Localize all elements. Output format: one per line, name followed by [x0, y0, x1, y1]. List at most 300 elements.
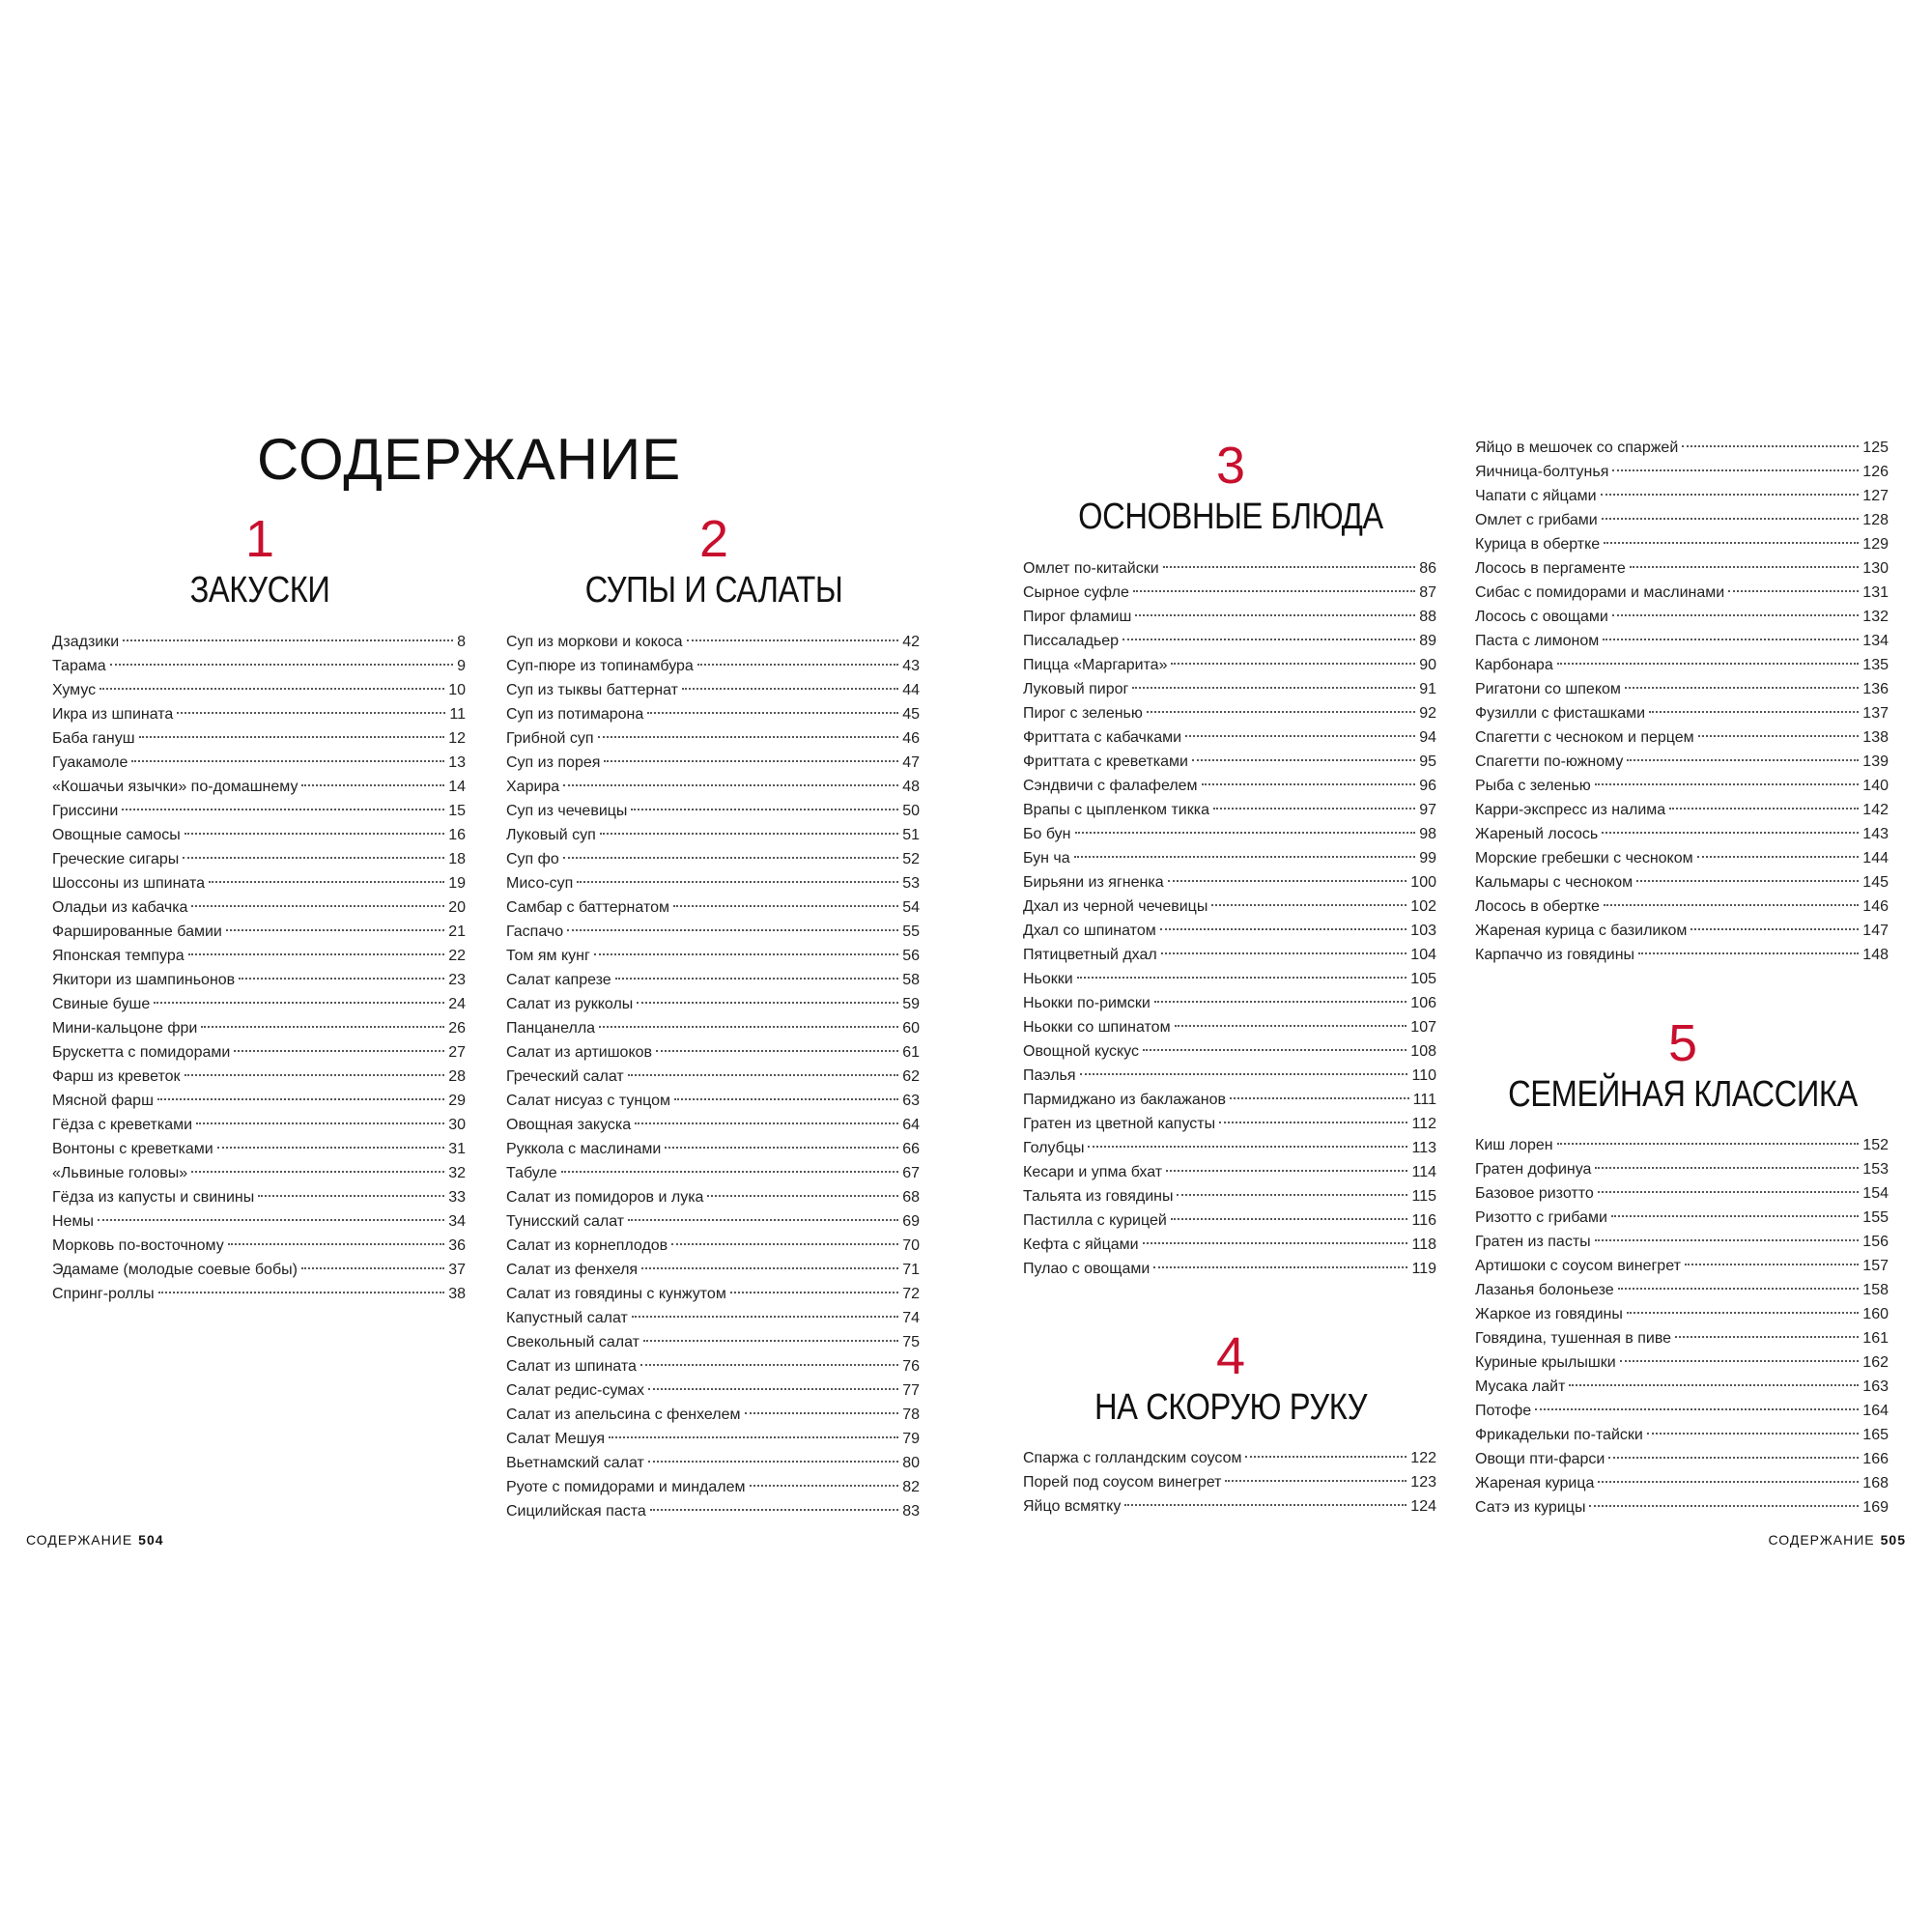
page-number: 505 [1880, 1532, 1906, 1548]
dot-leader [1154, 1001, 1406, 1003]
toc-entry-page: 48 [902, 779, 920, 795]
toc-entry-page: 165 [1862, 1427, 1889, 1443]
dot-leader [687, 639, 899, 641]
toc-entry-page: 69 [902, 1213, 920, 1230]
dot-leader [1647, 1433, 1859, 1435]
dot-leader [1160, 928, 1407, 930]
toc-entry-page: 164 [1862, 1403, 1889, 1419]
toc-entry-page: 166 [1862, 1451, 1889, 1467]
dot-leader [1690, 928, 1859, 930]
toc-entry-label: Салат из рукколы [506, 996, 634, 1012]
dot-leader [258, 1195, 444, 1197]
dot-leader [671, 1243, 898, 1245]
dot-leader [1627, 1312, 1859, 1314]
toc-entry-page: 118 [1411, 1236, 1436, 1253]
toc-entry [52, 1016, 466, 1040]
toc-entry [1023, 1160, 1436, 1184]
toc-entry [1023, 750, 1436, 774]
footer-left [26, 1532, 164, 1548]
toc-entry-page: 42 [902, 634, 920, 650]
dot-leader [1685, 1264, 1859, 1265]
section-title: ОСНОВНЫЕ БЛЮДА [1078, 497, 1383, 537]
toc-entry [506, 726, 920, 751]
toc-entry-label: Том ям кунг [506, 948, 590, 964]
toc-entry-page: 129 [1862, 536, 1889, 553]
dot-leader [301, 784, 444, 786]
toc-entry [506, 1306, 920, 1330]
toc-entry-page: 142 [1862, 802, 1889, 818]
toc-entry-page: 156 [1862, 1234, 1889, 1250]
dot-leader [1202, 783, 1416, 785]
dot-leader [648, 1388, 898, 1390]
toc-entry-label: Свиные буше [52, 996, 151, 1012]
dot-leader [656, 1050, 898, 1052]
toc-entry-label: Жареный лосось [1475, 826, 1599, 842]
toc-entry-label: Паста с лимоном [1475, 633, 1600, 649]
toc-entry-page: 112 [1411, 1116, 1436, 1132]
toc-entry-label: Салат из фенхеля [506, 1262, 639, 1278]
toc-entry-label: Спагетти по-южному [1475, 753, 1624, 770]
toc-entry-page: 169 [1862, 1499, 1889, 1516]
dot-leader [183, 857, 444, 859]
toc-entry-label: Гратен из пасты [1475, 1234, 1591, 1250]
toc-entry [52, 751, 466, 775]
toc-entry [506, 799, 920, 823]
toc-entry-label: Пирог фламиш [1023, 609, 1132, 625]
toc-entry [1023, 1184, 1436, 1208]
toc-entry-page: 136 [1862, 681, 1889, 697]
toc-entry [1023, 1257, 1436, 1281]
toc-entry-page: 137 [1862, 705, 1889, 722]
dot-leader [226, 929, 444, 931]
toc-entry-page: 58 [902, 972, 920, 988]
toc-entry [506, 1282, 920, 1306]
toc-entry [52, 654, 466, 678]
toc-entry [1023, 1112, 1436, 1136]
toc-list-section-1 [52, 630, 466, 1306]
dot-leader [1598, 1191, 1860, 1193]
dot-leader [185, 1074, 445, 1076]
dot-leader [1589, 1505, 1859, 1507]
toc-entry [506, 1475, 920, 1499]
toc-entry [1475, 701, 1889, 725]
toc-entry-page: 92 [1419, 705, 1436, 722]
toc-entry [52, 1065, 466, 1089]
toc-entry [1023, 1064, 1436, 1088]
dot-leader [1161, 952, 1407, 954]
toc-entry-label: Ньокки [1023, 971, 1073, 987]
toc-entry [1023, 1494, 1436, 1519]
dot-leader [234, 1050, 444, 1052]
toc-entry [1475, 1375, 1889, 1399]
dot-leader [1143, 1049, 1406, 1051]
toc-entry-label: Гаспачо [506, 923, 564, 940]
dot-leader [1612, 614, 1859, 616]
dot-leader [641, 1267, 898, 1269]
toc-entry [506, 1209, 920, 1234]
toc-entry-label: Икра из шпината [52, 706, 174, 723]
toc-entry-page: 11 [449, 706, 466, 723]
toc-entry-page: 107 [1410, 1019, 1436, 1036]
toc-entry-label: Овощные самосы [52, 827, 181, 843]
toc-entry-label: Мисо-суп [506, 875, 574, 892]
toc-entry-label: Суп-пюре из топинамбура [506, 658, 694, 674]
toc-entry-label: Гуакамоле [52, 754, 128, 771]
toc-entry [506, 751, 920, 775]
toc-list-section-5 [1475, 1133, 1889, 1520]
toc-entry [1475, 943, 1889, 967]
toc-entry [1023, 895, 1436, 919]
toc-entry [506, 1137, 920, 1161]
dot-leader [648, 1461, 898, 1463]
dot-leader [110, 664, 453, 666]
toc-entry-page: 74 [902, 1310, 920, 1326]
toc-entry-label: Фриттата с креветками [1023, 753, 1188, 770]
toc-entry [1475, 1399, 1889, 1423]
dot-leader [1636, 880, 1859, 882]
dot-leader [577, 881, 898, 883]
toc-entry [1475, 653, 1889, 677]
toc-entry-page: 63 [902, 1093, 920, 1109]
dot-leader [1602, 518, 1860, 520]
section-number: 1 [244, 510, 275, 568]
toc-entry [1475, 484, 1889, 508]
toc-entry [52, 1258, 466, 1282]
toc-entry-page: 29 [448, 1093, 466, 1109]
dot-leader [157, 1098, 444, 1100]
toc-entry-page: 88 [1419, 609, 1436, 625]
toc-entry-label: Суп фо [506, 851, 559, 867]
toc-entry [1475, 556, 1889, 581]
toc-entry-label: Фарш из креветок [52, 1068, 181, 1085]
footer-label: СОДЕРЖАНИЕ [1768, 1532, 1875, 1548]
dot-leader [665, 1147, 898, 1149]
toc-entry [1475, 774, 1889, 798]
dot-leader [674, 1098, 898, 1100]
toc-entry-label: Тарама [52, 658, 106, 674]
toc-entry-page: 33 [448, 1189, 466, 1206]
toc-entry-page: 67 [902, 1165, 920, 1181]
dot-leader [99, 688, 444, 690]
toc-entry-label: Курица в обертке [1475, 536, 1601, 553]
toc-entry-page: 82 [902, 1479, 920, 1495]
toc-entry-label: Гратен дофинуа [1475, 1161, 1592, 1178]
toc-entry [52, 678, 466, 702]
dot-leader [139, 736, 445, 738]
toc-entry [52, 1282, 466, 1306]
dot-leader [1557, 1143, 1860, 1145]
dot-leader [1163, 566, 1416, 568]
toc-entry-label: Кефта с яйцами [1023, 1236, 1139, 1253]
dot-leader [1569, 1384, 1859, 1386]
toc-entry-page: 47 [902, 754, 920, 771]
footer-label: СОДЕРЖАНИЕ [26, 1532, 133, 1548]
toc-entry-page: 114 [1411, 1164, 1436, 1180]
toc-entry [506, 1234, 920, 1258]
toc-entry-label: Овощи пти-фарси [1475, 1451, 1605, 1467]
toc-entry-page: 38 [448, 1286, 466, 1302]
dot-leader [750, 1485, 899, 1487]
toc-entry-label: Фрикадельки по-тайски [1475, 1427, 1643, 1443]
toc-entry-label: Сицилийская паста [506, 1503, 646, 1520]
toc-entry [52, 726, 466, 751]
section-number: 5 [1667, 1014, 1698, 1072]
toc-entry [1475, 436, 1889, 460]
toc-entry [52, 944, 466, 968]
toc-entry [1023, 556, 1436, 581]
toc-entry-page: 128 [1862, 512, 1889, 528]
toc-entry [1475, 822, 1889, 846]
toc-entry [1475, 895, 1889, 919]
toc-entry-label: Жареная курица с базиликом [1475, 923, 1688, 939]
toc-entry-page: 14 [448, 779, 466, 795]
toc-entry-label: Ньокки со шпинатом [1023, 1019, 1171, 1036]
toc-entry [506, 920, 920, 944]
dot-leader [1604, 904, 1859, 906]
toc-entry-page: 44 [902, 682, 920, 698]
toc-entry-page: 160 [1862, 1306, 1889, 1322]
toc-entry-label: Пармиджано из баклажанов [1023, 1092, 1227, 1108]
toc-entry-page: 68 [902, 1189, 920, 1206]
toc-entry [1023, 653, 1436, 677]
toc-entry [52, 630, 466, 654]
toc-entry-label: Карри-экспресс из налима [1475, 802, 1666, 818]
toc-entry [1023, 1088, 1436, 1112]
dot-leader [1143, 1242, 1408, 1244]
toc-entry [506, 1089, 920, 1113]
dot-leader [228, 1243, 444, 1245]
dot-leader [1595, 783, 1860, 785]
toc-entry-page: 80 [902, 1455, 920, 1471]
toc-entry-label: Суп из потимарона [506, 706, 644, 723]
toc-entry-label: Салат из апельсина с фенхелем [506, 1406, 741, 1423]
dot-leader [1604, 542, 1859, 544]
toc-entry-label: Гёдза из капусты и свинины [52, 1189, 255, 1206]
toc-entry-page: 134 [1862, 633, 1889, 649]
toc-entry-label: Лосось в пергаменте [1475, 560, 1626, 577]
toc-entry [1475, 1326, 1889, 1350]
toc-entry-label: Сырное суфле [1023, 584, 1129, 601]
toc-entry-label: Овощной кускус [1023, 1043, 1139, 1060]
toc-entry [52, 775, 466, 799]
toc-entry-label: Чапати с яйцами [1475, 488, 1597, 504]
toc-entry-label: Харира [506, 779, 560, 795]
toc-entry [1475, 1157, 1889, 1181]
toc-entry-label: Салат из шпината [506, 1358, 637, 1375]
toc-entry-page: 52 [902, 851, 920, 867]
toc-entry-label: Суп из моркови и кокоса [506, 634, 683, 650]
toc-entry-label: Мясной фарш [52, 1093, 154, 1109]
toc-entry-label: Писсаладьер [1023, 633, 1120, 649]
dot-leader [1124, 1504, 1406, 1506]
toc-entry [52, 823, 466, 847]
toc-entry-label: Самбар с баттернатом [506, 899, 669, 916]
dot-leader [122, 809, 444, 810]
toc-entry-page: 36 [448, 1237, 466, 1254]
toc-entry-page: 100 [1410, 874, 1436, 891]
dot-leader [201, 1026, 444, 1028]
dot-leader [191, 905, 444, 907]
toc-entry-label: Овощная закуска [506, 1117, 632, 1133]
toc-entry-label: Омлет с грибами [1475, 512, 1598, 528]
toc-entry [1023, 629, 1436, 653]
toc-entry-label: Фаршированные бамии [52, 923, 222, 940]
dot-leader [635, 1122, 898, 1124]
toc-entry [1475, 1302, 1889, 1326]
dot-leader [1627, 759, 1859, 761]
toc-entry-label: Пастилла с курицей [1023, 1212, 1167, 1229]
dot-leader [640, 1364, 898, 1366]
toc-entry-label: Дзадзики [52, 634, 120, 650]
toc-entry [506, 1185, 920, 1209]
toc-entry [1023, 1039, 1436, 1064]
dot-leader [1168, 880, 1407, 882]
toc-entry-label: Салат Мешуя [506, 1431, 606, 1447]
toc-entry [1023, 822, 1436, 846]
toc-entry [1475, 532, 1889, 556]
toc-entry [1475, 460, 1889, 484]
dot-leader [604, 760, 898, 762]
dot-leader [217, 1147, 445, 1149]
toc-entry-label: Порей под соусом винегрет [1023, 1474, 1222, 1491]
toc-entry-page: 61 [902, 1044, 920, 1061]
dot-leader [628, 1219, 898, 1221]
toc-entry-label: Паэлья [1023, 1067, 1076, 1084]
dot-leader [1603, 639, 1859, 640]
toc-entry-label: Морковь по-восточному [52, 1237, 224, 1254]
toc-entry-page: 87 [1419, 584, 1436, 601]
toc-entry-label: Пицца «Маргарита» [1023, 657, 1168, 673]
dot-leader [730, 1292, 898, 1293]
toc-entry [52, 1137, 466, 1161]
toc-entry-page: 138 [1862, 729, 1889, 746]
toc-entry-label: Суп из порея [506, 754, 601, 771]
dot-leader [1080, 1073, 1408, 1075]
dot-leader [1675, 1336, 1859, 1338]
dot-leader [191, 1171, 444, 1173]
toc-entry-page: 162 [1862, 1354, 1889, 1371]
toc-entry-page: 79 [902, 1431, 920, 1447]
toc-entry [1475, 605, 1889, 629]
toc-entry-page: 45 [902, 706, 920, 723]
toc-entry-page: 51 [902, 827, 920, 843]
toc-entry-label: Салат редис-сумах [506, 1382, 645, 1399]
toc-entry [1475, 508, 1889, 532]
toc-entry-label: Жареная курица [1475, 1475, 1595, 1492]
toc-entry-page: 105 [1410, 971, 1436, 987]
toc-entry-label: Немы [52, 1213, 94, 1230]
toc-entry-label: Яйцо в мешочек со спаржей [1475, 440, 1679, 456]
dot-leader [682, 688, 898, 690]
toc-list-section-2 [506, 630, 920, 1523]
toc-entry [1475, 1278, 1889, 1302]
toc-list-section-4-continued [1475, 436, 1889, 967]
toc-entry-page: 146 [1862, 898, 1889, 915]
toc-entry [1475, 870, 1889, 895]
toc-entry [506, 1499, 920, 1523]
toc-entry-label: Салат из помидоров и лука [506, 1189, 704, 1206]
dot-leader [1602, 832, 1859, 834]
toc-entry-label: «Львиные головы» [52, 1165, 188, 1181]
toc-entry-label: Кальмары с чесноком [1475, 874, 1634, 891]
toc-entry [1475, 1350, 1889, 1375]
toc-entry-label: Сэндвичи с фалафелем [1023, 778, 1198, 794]
toc-entry-page: 126 [1862, 464, 1889, 480]
toc-entry-label: Грибной суп [506, 730, 594, 747]
dot-leader [1171, 1218, 1408, 1220]
toc-entry-page: 102 [1410, 898, 1436, 915]
toc-entry [506, 1258, 920, 1282]
toc-entry [506, 678, 920, 702]
section-heading-4 [1023, 1327, 1438, 1430]
toc-entry-page: 145 [1862, 874, 1889, 891]
toc-entry-label: Салат нисуаз с тунцом [506, 1093, 671, 1109]
toc-entry-page: 90 [1419, 657, 1436, 673]
dot-leader [154, 1002, 444, 1004]
dot-leader [1171, 663, 1415, 665]
toc-entry-page: 152 [1862, 1137, 1889, 1153]
toc-entry-page: 161 [1862, 1330, 1889, 1347]
toc-entry [52, 702, 466, 726]
toc-entry-page: 27 [448, 1044, 466, 1061]
toc-entry [52, 992, 466, 1016]
dot-leader [1620, 1360, 1860, 1362]
dot-leader [1175, 1025, 1407, 1027]
toc-entry-label: Тунисский салат [506, 1213, 625, 1230]
dot-leader [1669, 808, 1859, 810]
toc-entry-page: 10 [448, 682, 466, 698]
dot-leader [1557, 663, 1860, 665]
toc-entry-label: Брускетта с помидорами [52, 1044, 231, 1061]
toc-entry-page: 53 [902, 875, 920, 892]
toc-entry [506, 630, 920, 654]
toc-entry [1475, 1133, 1889, 1157]
toc-entry-page: 56 [902, 948, 920, 964]
dot-leader [707, 1195, 898, 1197]
dot-leader [1122, 639, 1415, 640]
section-number: 4 [1215, 1327, 1246, 1385]
toc-entry [1023, 581, 1436, 605]
dot-leader [1088, 1146, 1407, 1148]
toc-entry [1023, 1208, 1436, 1233]
toc-entry-page: 22 [448, 948, 466, 964]
dot-leader [1133, 590, 1415, 592]
toc-entry-page: 46 [902, 730, 920, 747]
toc-entry-page: 9 [457, 658, 466, 674]
toc-entry-page: 97 [1419, 802, 1436, 818]
section-title: ЗАКУСКИ [189, 570, 330, 611]
toc-entry [1023, 991, 1436, 1015]
toc-entry-page: 13 [448, 754, 466, 771]
toc-entry-page: 64 [902, 1117, 920, 1133]
toc-entry-label: Гратен из цветной капусты [1023, 1116, 1216, 1132]
toc-entry-label: Куриные крылышки [1475, 1354, 1616, 1371]
section-title: СУПЫ И САЛАТЫ [584, 570, 843, 611]
toc-entry [1023, 1470, 1436, 1494]
toc-entry [52, 847, 466, 871]
toc-entry-label: Кесари и упма бхат [1023, 1164, 1163, 1180]
toc-entry-page: 8 [457, 634, 466, 650]
toc-entry [1023, 1233, 1436, 1257]
toc-entry-label: Суп из чечевицы [506, 803, 628, 819]
toc-entry-label: Рыба с зеленью [1475, 778, 1591, 794]
dot-leader [158, 1292, 445, 1293]
toc-entry-page: 16 [448, 827, 466, 843]
dot-leader [745, 1412, 899, 1414]
toc-entry-page: 104 [1410, 947, 1436, 963]
toc-entry [1023, 1015, 1436, 1039]
dot-leader [1135, 614, 1415, 616]
